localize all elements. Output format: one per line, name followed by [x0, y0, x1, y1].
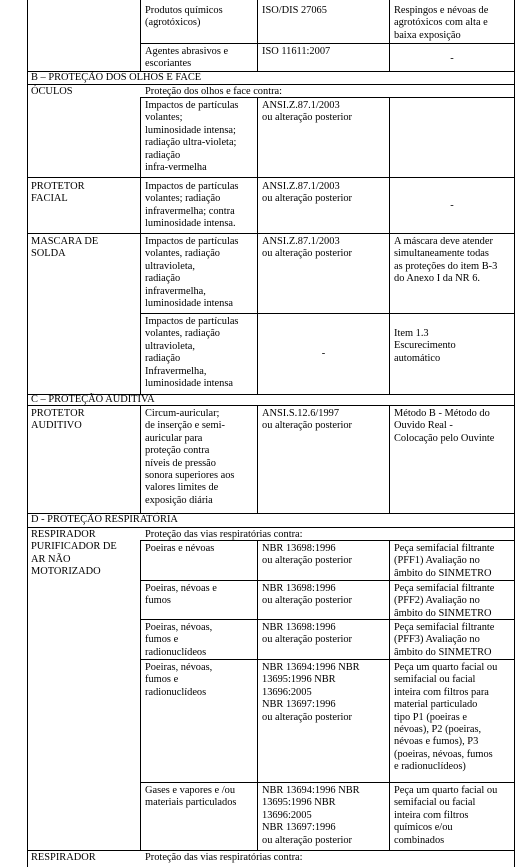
cell-obs: Peça um quarto facial ou semifacial ou facial inteira com filtros químicos e/ou combinados	[394, 785, 498, 846]
cell-obs: Peça semifacial filtrante (PFF3) Avaliação no âmbito do SINMETRO	[394, 622, 495, 658]
row-divider	[27, 177, 515, 178]
cell-item: Agentes abrasivos e escoriantes	[145, 46, 229, 70]
table-border-left	[27, 0, 28, 867]
cell-type: ÓCULOS	[31, 86, 73, 97]
cell-norm: NBR 13698:1996 ou alteração posterior	[262, 583, 353, 607]
cell-norm: ISO 11611:2007	[262, 46, 331, 57]
table-border-right	[514, 0, 515, 867]
cell-norm: NBR 13694:1996 NBR 13695:1996 NBR 13696:2005 NBR 13697:1996 ou alteração posterior	[262, 662, 360, 723]
column-divider	[257, 0, 258, 71]
cell-type: MASCARA DE SOLDA	[31, 236, 99, 260]
cell-type: PROTETOR AUDITIVO	[31, 408, 85, 432]
cell-item: Impactos de partículas volantes, radiação ultravioleta, radiação Infravermelha, luminosidade intensa	[145, 316, 239, 390]
cell-obs: Respingos e névoas de agrotóxicos com alta e baixa exposição	[394, 5, 489, 41]
column-divider	[140, 0, 141, 71]
cell-obs: Peça um quarto facial ou semifacial ou facial inteira com filtros para material particulado tipo P1 (poeiras e névoas), P2 (poeiras, névoas e fumos), P3 (poeiras, névoas, fumos e radionuclídeos)	[394, 662, 498, 773]
section-heading: B – PROTEÇÃO DOS OLHOS E FACE	[31, 72, 202, 83]
cell-caption: Proteção das vias respiratórias contra:	[145, 852, 303, 863]
cell-norm: ANSI.Z.87.1/2003 ou alteração posterior	[262, 236, 353, 260]
cell-norm: ANSI.Z.87.1/2003 ou alteração posterior	[262, 181, 353, 205]
cell-item: Circum-auricular; de inserção e semi- auricular para proteção contra níveis de pressão sonora superiores aos valores limites de exposição diária	[145, 408, 235, 506]
cell-caption: Proteção das vias respiratórias contra:	[145, 529, 303, 540]
cell-norm: NBR 13698:1996 ou alteração posterior	[262, 622, 353, 646]
cell-norm: NBR 13698:1996 ou alteração posterior	[262, 543, 353, 567]
cell-item: Impactos de partículas volantes, radiação ultravioleta, radiação infravermelha, luminosidade intensa	[145, 236, 239, 310]
column-divider	[389, 97, 390, 394]
cell-obs-dash: -	[450, 53, 454, 64]
cell-item: Impactos de partículas volantes; radiação infravermelha; contra luminosidade intensa.	[145, 181, 239, 230]
cell-type: PROTETOR FACIAL	[31, 181, 85, 205]
cell-caption: Proteção dos olhos e face contra:	[145, 86, 283, 97]
column-divider	[140, 97, 141, 394]
column-divider	[140, 405, 141, 513]
row-divider	[27, 850, 515, 851]
cell-item: Poeiras, névoas, fumos e radionuclídeos	[145, 622, 213, 658]
row-divider	[27, 527, 515, 528]
column-divider	[257, 540, 258, 850]
cell-item: Poeiras, névoas e fumos	[145, 583, 217, 607]
cell-norm-dash: -	[321, 348, 326, 359]
column-divider	[389, 405, 390, 513]
column-divider	[257, 405, 258, 513]
cell-norm: NBR 13694:1996 NBR 13695:1996 NBR 13696:2005 NBR 13697:1996 ou alteração posterior	[262, 785, 360, 846]
cell-norm: ISO/DIS 27065	[262, 5, 327, 16]
cell-item: Poeiras, névoas, fumos e radionuclídeos	[145, 662, 213, 698]
cell-item: Impactos de partículas volantes; luminosidade intensa; radiação ultra-violeta; radiação infra-vermelha	[145, 100, 239, 174]
cell-item: Produtos químicos (agrotóxicos)	[145, 5, 223, 29]
cell-item: Gases e vapores e /ou materiais particulados	[145, 785, 237, 809]
section-heading: D - PROTEÇÃO RESPIRATÓRIA	[31, 514, 178, 525]
row-divider	[140, 43, 515, 44]
cell-obs: Item 1.3 Escurecimento automático	[394, 328, 456, 364]
row-divider	[27, 233, 515, 234]
cell-obs: Método B - Método do Ouvido Real - Colocação pelo Ouvinte	[394, 408, 495, 444]
row-divider	[140, 313, 515, 314]
cell-obs: Peça semifacial filtrante (PFF1) Avaliação no âmbito do SINMETRO	[394, 543, 495, 579]
cell-obs: Peça semifacial filtrante (PFF2) Avaliação no âmbito do SINMETRO	[394, 583, 495, 619]
column-divider	[140, 540, 141, 850]
cell-obs-dash: -	[450, 200, 454, 211]
section-heading: C – PROTEÇÃO AUDITIVA	[31, 394, 155, 405]
cell-type: RESPIRADOR PURIFICADOR DE AR NÃO MOTORIZADO	[31, 529, 117, 578]
column-divider	[389, 540, 390, 850]
cell-item: Poeiras e névoas	[145, 543, 215, 554]
cell-type: RESPIRADOR	[31, 852, 96, 863]
cell-norm: ANSI.S.12.6/1997 ou alteração posterior	[262, 408, 353, 432]
cell-obs: A máscara deve atender simultaneamente todas as proteções do item B-3 do Anexo I da NR 6.	[394, 236, 498, 285]
cell-norm: ANSI.Z.87.1/2003 ou alteração posterior	[262, 100, 353, 124]
row-divider	[140, 782, 515, 783]
